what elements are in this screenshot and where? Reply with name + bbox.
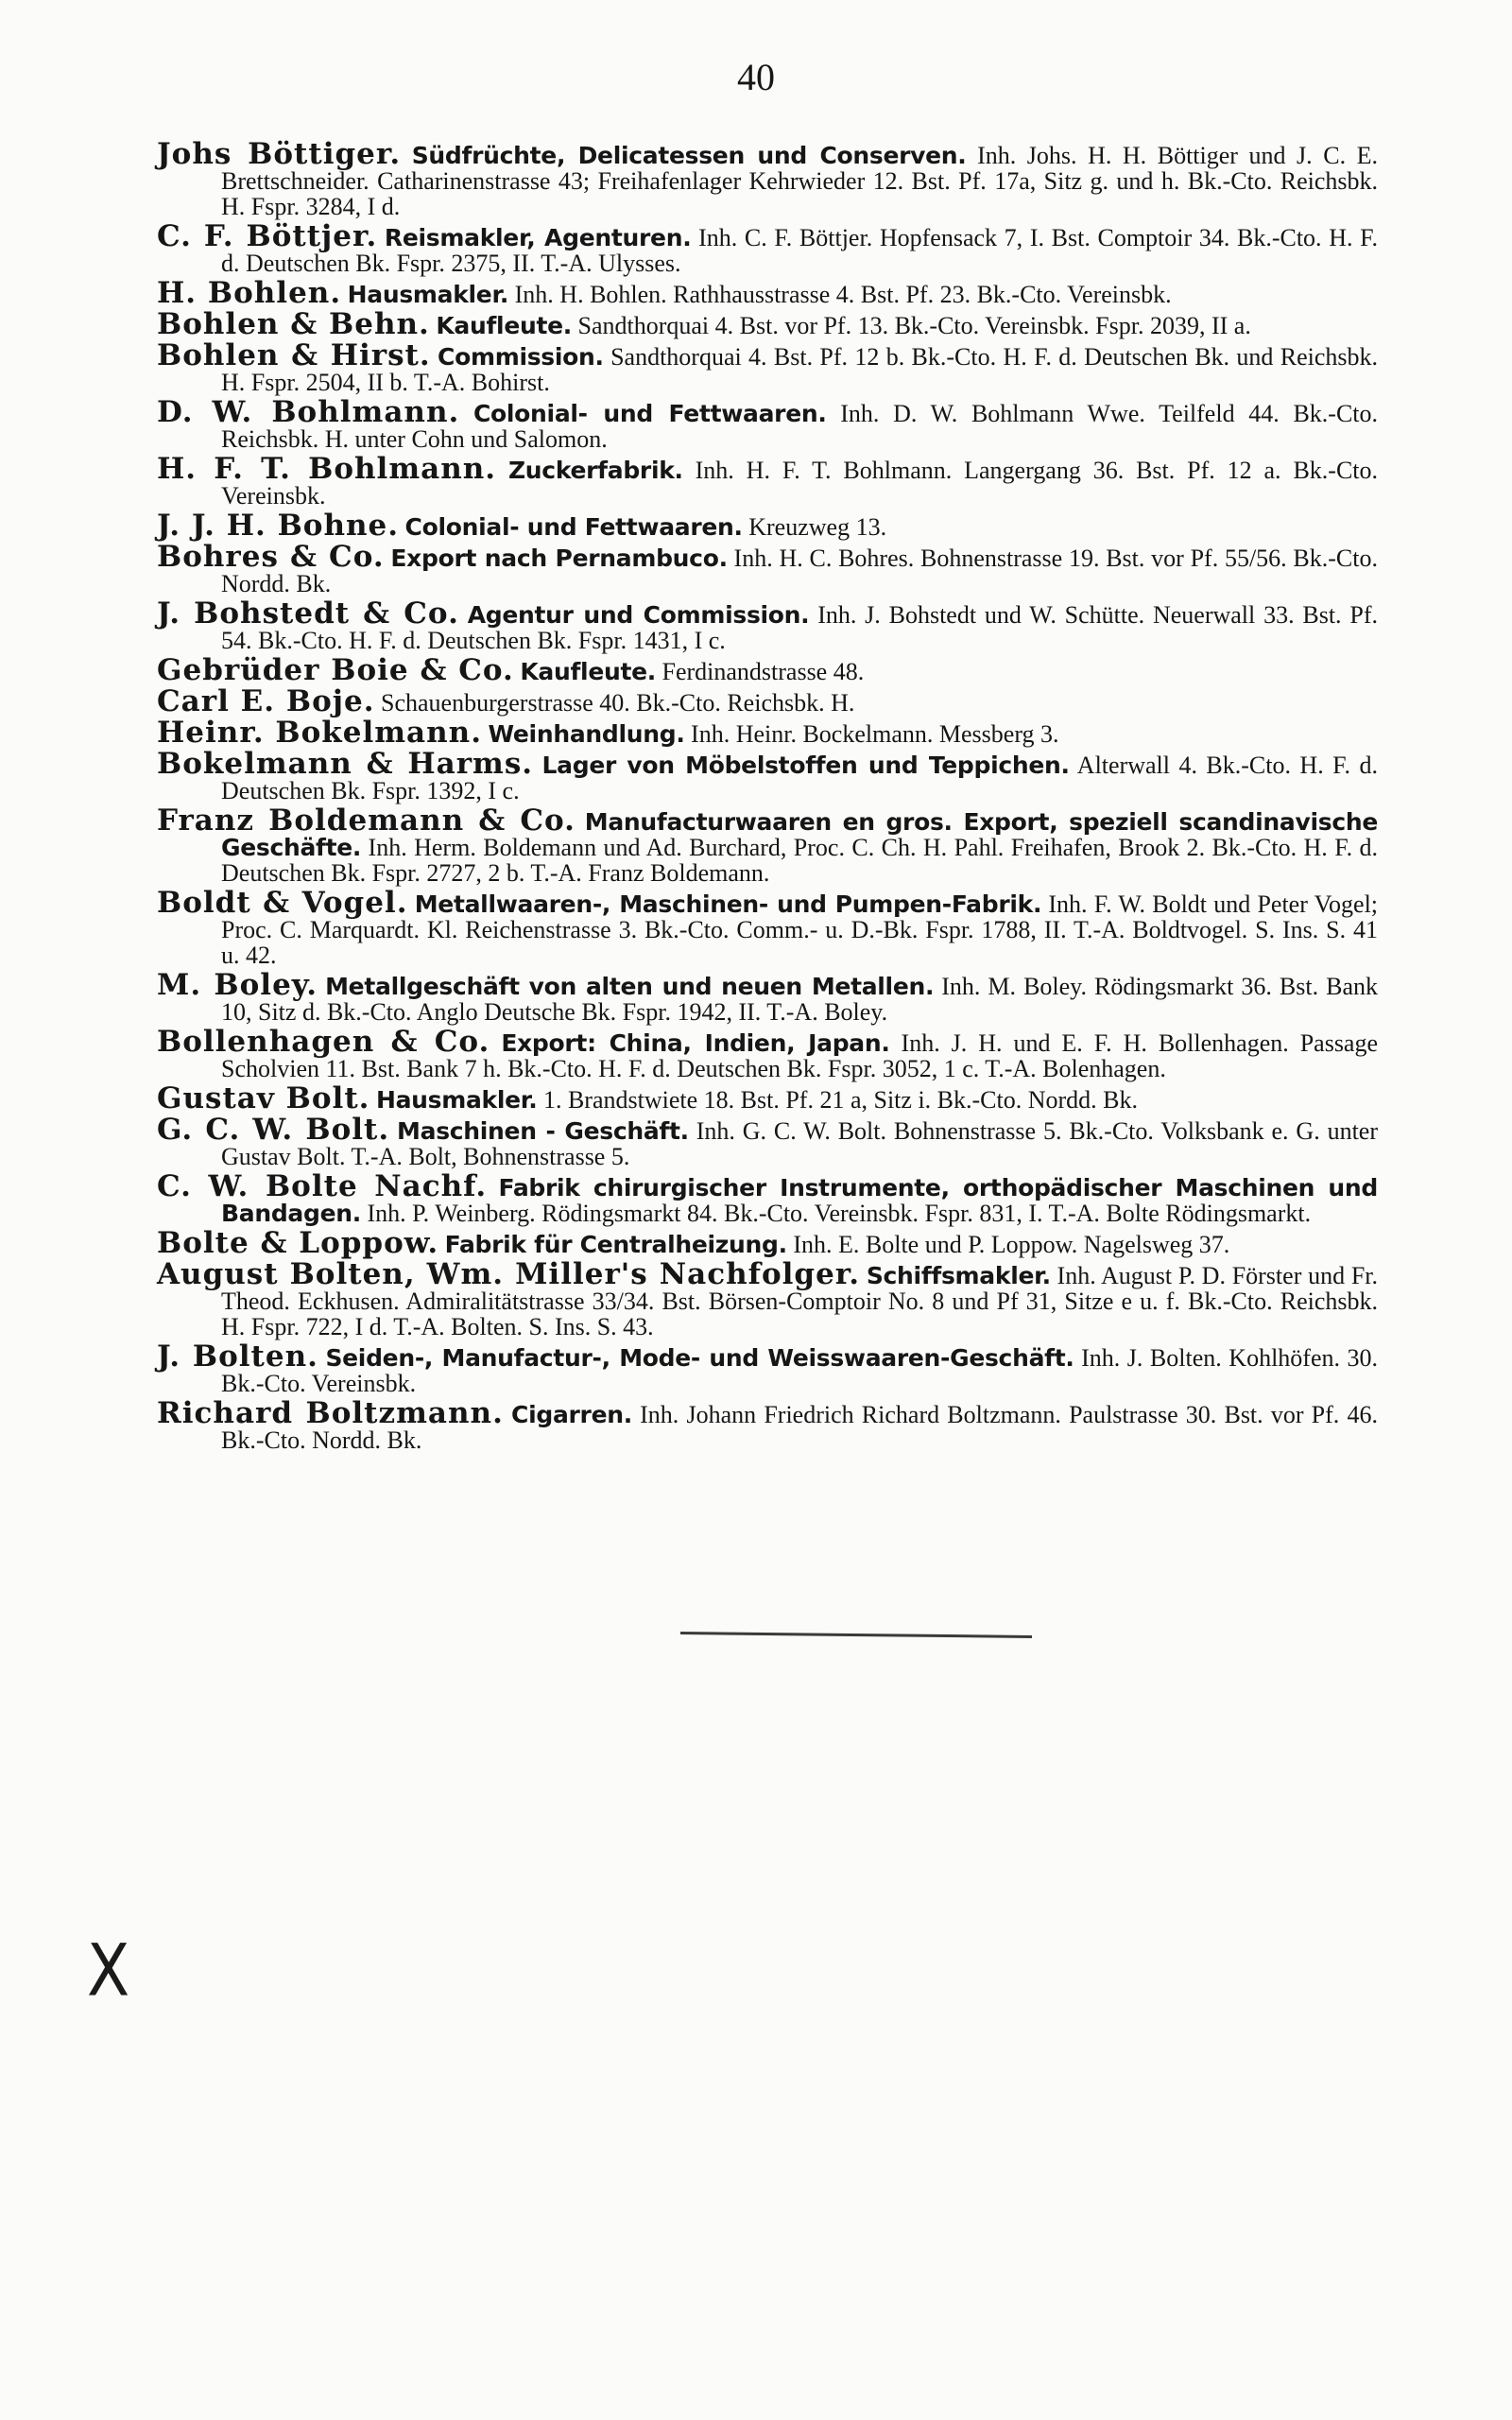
entry-trade: Zuckerfabrik. <box>507 457 683 484</box>
entry-name: Bolte & Loppow. <box>157 1226 439 1260</box>
directory-entry <box>157 684 1378 718</box>
directory-entry <box>157 1025 1379 1082</box>
entry-trade: Hausmakler. <box>375 1086 538 1114</box>
entry-details: Schauenburgerstrasse 40. Bk.-Cto. Reichsbk. H. <box>380 689 855 717</box>
entry-trade: Commission. <box>438 343 604 371</box>
directory-entry <box>157 338 1378 396</box>
entry-details: Inh. Johs. H. H. Böttiger und J. C. E. Brettschneider. Catharinenstrasse 43; Freihafenlager Kehrwieder 12. Bst. Pf. 17a, Sitz g. und h. Bk.-Cto. Reichsbk. H. Fspr. 3284, I d. <box>221 142 1378 220</box>
directory-entry <box>157 509 1378 543</box>
entry-name: Bohres & Co. <box>157 540 385 574</box>
entry-trade: Schiffsmakler. <box>866 1262 1051 1289</box>
entry-trade: Seiden-, Manufactur-, Mode- und Weisswaaren-Geschäft. <box>325 1344 1074 1372</box>
directory-entry <box>157 276 1378 310</box>
directory-entry <box>157 1081 1378 1115</box>
entry-trade: Fabrik für Centralheizung. <box>444 1231 787 1258</box>
entry-details: Inh. Heinr. Bockelmann. Messberg 3. <box>691 720 1059 748</box>
entry-trade: Export nach Pernambuco. <box>390 544 728 572</box>
margin-cross-mark: X <box>87 1928 130 2013</box>
entry-trade: Kaufleute. <box>520 658 656 685</box>
directory-entry <box>157 219 1379 277</box>
entry-details: Inh. C. F. Böttjer. Hopfensack 7, I. Bst. Comptoir 34. Bk.-Cto. H. F. d. Deutschen Bk. Fspr. 2375, II. T.-A. Ulysses. <box>221 224 1379 277</box>
entry-name: Bollenhagen & Co. <box>157 1025 490 1059</box>
entry-details: Inh. F. W. Boldt und Peter Vogel; Proc. C. Marquardt. Kl. Reichenstrasse 3. Bk.-Cto. Comm.- u. D.-Bk. Fspr. 1788, II. T.-A. Boldtvogel. S. Ins. S. 41 u. 42. <box>221 890 1379 969</box>
pencil-underline-mark <box>680 1632 1032 1638</box>
entry-details: Alterwall 4. Bk.-Cto. H. F. d. Deutschen Bk. Fspr. 1392, I c. <box>221 752 1379 804</box>
directory-entry <box>157 307 1378 341</box>
entry-trade: Südfrüchte, Delicatessen und Conserven. <box>411 142 967 169</box>
entry-name: Boldt & Vogel. <box>157 886 408 920</box>
entry-trade: Agentur und Commission. <box>467 601 810 629</box>
entry-name: Gebrüder Boie & Co. <box>157 653 514 687</box>
entry-name: H. Bohlen. <box>157 276 342 310</box>
entry-details: Inh. G. C. W. Bolt. Bohnenstrasse 5. Bk.-Cto. Volksbank e. G. unter Gustav Bolt. T.-A. Bolt, Bohnenstrasse 5. <box>221 1117 1378 1170</box>
directory-entry <box>157 137 1378 220</box>
entry-name: C. W. Bolte Nachf. <box>157 1169 488 1203</box>
entry-details: Inh. P. Weinberg. Rödingsmarkt 84. Bk.-Cto. Vereinsbk. Fspr. 831, I. T.-A. Bolte Rödingsmarkt. <box>367 1200 1312 1227</box>
directory-entry <box>157 1226 1378 1260</box>
entry-name: G. C. W. Bolt. <box>157 1113 390 1147</box>
entry-details: 1. Brandstwiete 18. Bst. Pf. 21 a, Sitz i. Bk.-Cto. Nordd. Bk. <box>542 1086 1139 1114</box>
entry-trade: Colonial- und Fettwaaren. <box>404 513 743 541</box>
entry-name: Franz Boldemann & Co. <box>157 804 576 838</box>
entry-details: Inh. E. Bolte und P. Loppow. Nagelsweg 37. <box>793 1231 1230 1258</box>
entry-details: Inh. H. F. T. Bohlmann. Langergang 36. Bst. Pf. 12 a. Bk.-Cto. Vereinsbk. <box>221 457 1379 510</box>
entry-details: Kreuzweg 13. <box>748 513 887 541</box>
entry-name: Bohlen & Behn. <box>157 307 430 341</box>
entry-name: Heinr. Bokelmann. <box>157 716 483 750</box>
directory-entry <box>157 596 1378 654</box>
directory-entry <box>157 968 1379 1026</box>
entry-details: Ferdinandstrasse 48. <box>662 658 865 685</box>
directory-entry <box>157 653 1378 687</box>
entry-details: Inh. J. Bolten. Kohlhöfen. 30. Bk.-Cto. Vereinsbk. <box>221 1344 1379 1397</box>
entry-name: Johs Böttiger. <box>157 137 402 171</box>
directory-entry <box>157 1396 1378 1454</box>
entry-name: August Bolten, Wm. Miller's Nachfolger. <box>157 1257 861 1291</box>
entry-details: Inh. H. Bohlen. Rathhausstrasse 4. Bst. Pf. 23. Bk.-Cto. Vereinsbk. <box>514 281 1172 308</box>
entry-details: Sandthorquai 4. Bst. Pf. 12 b. Bk.-Cto. H. F. d. Deutschen Bk. und Reichsbk. H. Fspr. 2504, II b. T.-A. Bohirst. <box>221 343 1378 396</box>
directory-entry <box>157 1113 1378 1170</box>
entry-details: Inh. Herm. Boldemann und Ad. Burchard, Proc. C. Ch. H. Pahl. Freihafen, Brook 2. Bk.-Cto. H. F. d. Deutschen Bk. Fspr. 2727, 2 b. T.-A. Franz Boldemann. <box>221 834 1378 887</box>
entry-name: C. F. Böttjer. <box>157 219 378 253</box>
directory-entry <box>157 1257 1379 1340</box>
directory-entry <box>157 540 1379 597</box>
entry-name: Bohlen & Hirst. <box>157 338 431 372</box>
page-number: 40 <box>737 56 775 98</box>
directory-entry <box>157 1169 1378 1227</box>
entry-details: Inh. Johann Friedrich Richard Boltzmann. Paulstrasse 30. Bst. vor Pf. 46. Bk.-Cto. Nordd. Bk. <box>221 1401 1378 1454</box>
directory-entry <box>157 1340 1379 1397</box>
entry-trade: Fabrik chirurgischer Instrumente, orthopädischer Maschinen und Bandagen. <box>221 1174 1378 1227</box>
entry-name: D. W. Bohlmann. <box>157 395 460 429</box>
entry-trade: Lager von Möbelstoffen und Teppichen. <box>541 752 1070 779</box>
entry-trade: Metallgeschäft von alten und neuen Metallen. <box>325 973 935 1000</box>
directory-entries <box>157 137 1379 1458</box>
entry-trade: Colonial- und Fettwaaren. <box>472 400 827 427</box>
entry-name: H. F. T. Bohlmann. <box>157 452 497 486</box>
directory-entry <box>157 452 1379 510</box>
directory-entry <box>157 716 1378 750</box>
entry-trade: Maschinen - Geschäft. <box>397 1117 689 1145</box>
entry-trade: Kaufleute. <box>436 312 572 339</box>
entry-name: J. Bolten. <box>157 1340 318 1374</box>
entry-trade: Reismakler, Agenturen. <box>384 224 692 251</box>
entry-details: Inh. M. Boley. Rödingsmarkt 36. Bst. Bank 10, Sitz d. Bk.-Cto. Anglo Deutsche Bk. Fspr. 1942, II. T.-A. Boley. <box>221 973 1379 1026</box>
entry-trade: Manufacturwaaren en gros. Export, speziell scandinavische Geschäfte. <box>221 808 1378 861</box>
entry-name: Bokelmann & Harms. <box>157 747 534 781</box>
directory-entry <box>157 804 1378 887</box>
directory-entry <box>157 886 1379 969</box>
entry-name: Carl E. Boje. <box>157 684 375 718</box>
entry-details: Inh. August P. D. Förster und Fr. Theod. Eckhusen. Admiralitätstrasse 33/34. Bst. Börsen-Comptoir No. 8 und Pf 31, Sitze e u. f. Bk.-Cto. Reichsbk. H. Fspr. 722, I d. T.-A. Bolten. S. Ins. S. 43. <box>221 1262 1379 1340</box>
directory-entry <box>157 395 1379 453</box>
entry-trade: Hausmakler. <box>347 281 509 308</box>
entry-details: Inh. D. W. Bohlmann Wwe. Teilfeld 44. Bk.-Cto. Reichsbk. H. unter Cohn und Salomon. <box>221 400 1379 453</box>
entry-name: M. Boley. <box>157 968 318 1002</box>
entry-trade: Export: China, Indien, Japan. <box>501 1029 890 1057</box>
entry-trade: Cigarren. <box>511 1401 632 1428</box>
entry-name: J. J. H. Bohne. <box>157 509 400 543</box>
entry-details: Inh. J. Bohstedt und W. Schütte. Neuerwall 33. Bst. Pf. 54. Bk.-Cto. H. F. d. Deutschen Bk. Fspr. 1431, I c. <box>221 601 1378 654</box>
entry-details: Sandthorquai 4. Bst. vor Pf. 13. Bk.-Cto. Vereinsbk. Fspr. 2039, II a. <box>577 312 1251 339</box>
entry-name: Richard Boltzmann. <box>157 1396 504 1430</box>
directory-entry <box>157 747 1379 804</box>
entry-name: Gustav Bolt. <box>157 1081 370 1115</box>
entry-details: Inh. H. C. Bohres. Bohnenstrasse 19. Bst. vor Pf. 55/56. Bk.-Cto. Nordd. Bk. <box>221 544 1379 597</box>
entry-trade: Weinhandlung. <box>488 720 685 748</box>
entry-name: J. Bohstedt & Co. <box>157 596 459 631</box>
entry-trade: Metallwaaren-, Maschinen- und Pumpen-Fabrik. <box>414 890 1042 918</box>
entry-details: Inh. J. H. und E. F. H. Bollenhagen. Passage Scholvien 11. Bst. Bank 7 h. Bk.-Cto. H. F. d. Deutschen Bk. Fspr. 3052, 1 c. T.-A. Bolenhagen. <box>221 1029 1379 1082</box>
